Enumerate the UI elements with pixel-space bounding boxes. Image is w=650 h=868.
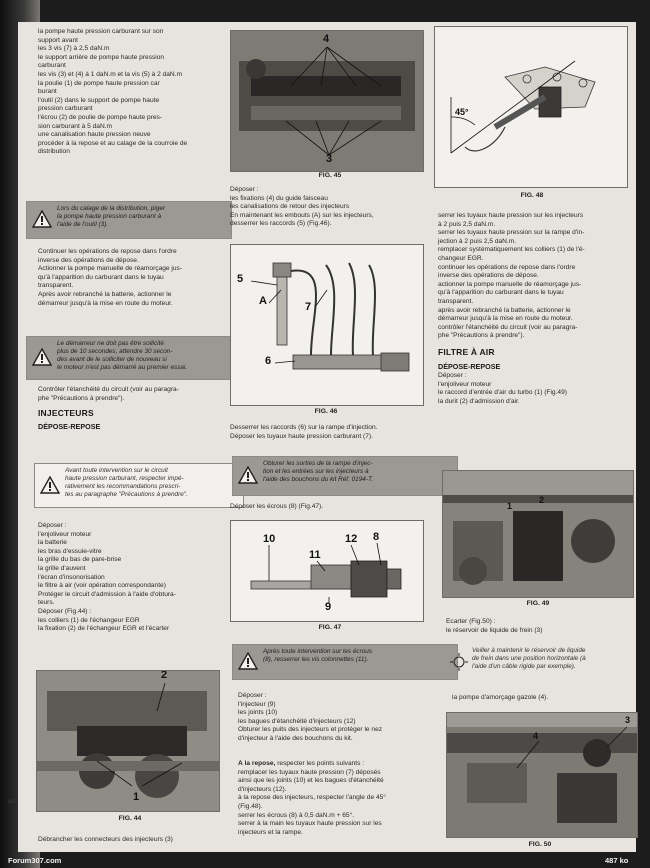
text-line: Écarter (Fig.50) :: [446, 618, 496, 625]
text-line: phe "Précautions à prendre").: [438, 332, 525, 340]
figure-44-caption: FIG. 44: [118, 815, 142, 822]
callout-2: 2: [539, 495, 545, 505]
warning-text: Veiller à maintenir le réservoir de liquide: [472, 647, 586, 654]
warning-text: l'aide d'un câble rigide par exemple).: [472, 663, 576, 670]
warning-icon: [238, 652, 258, 670]
text-line: jection à 2 puis 2,5 daN.m.: [438, 237, 517, 245]
subheading-depose-repose: DÉPOSE-REPOSE: [38, 422, 101, 432]
list-item: l'enjoliveur moteur: [38, 530, 92, 538]
text-line: En maintenant les embouts (A) sur les injecteurs,: [230, 211, 374, 219]
callout-11: 11: [309, 549, 321, 561]
figure-50-caption: FIG. 50: [528, 841, 552, 848]
text-line: changeur EGR.: [438, 254, 484, 262]
col1-depose-list: [38, 522, 218, 634]
callout-5: 5: [237, 273, 244, 285]
list-item: le raccord d'entrée d'air du turbo (1) (Fig.49): [438, 389, 567, 397]
warning-text: le moteur n'est pas démarré au premier essai.: [57, 364, 188, 371]
list-item: continuer les opérations de repose dans l'ordre: [438, 263, 576, 271]
list-item: les joints (10): [238, 709, 278, 717]
warning-text: (8), resserrer les vis colonnettes (11).: [263, 656, 369, 663]
col2-text-c: [230, 503, 430, 512]
list-item: (Fig.48).: [238, 802, 263, 810]
warning-box-reservoir: [446, 644, 650, 682]
text-line: l'écrou (2) de poulie de pompe haute pres-: [38, 113, 163, 121]
engine-photo-illustration: [447, 713, 637, 837]
col3-text-d: [452, 694, 632, 703]
text-line: Continuer les opérations de repose dans l'ordre: [38, 248, 177, 255]
callout-10: 10: [263, 533, 276, 545]
list-item: les canalisations de retour des injecteurs: [230, 203, 350, 211]
col2-text-b: [230, 424, 430, 441]
warning-text: Lors du calage de la distribution, piger: [57, 205, 165, 212]
list-item: après avoir rebranché la batterie, actionner le: [438, 306, 571, 314]
figure-49-caption: FIG. 49: [526, 600, 550, 607]
engine-photo-illustration: [231, 31, 423, 171]
warning-text: la pompe haute pression carburant à: [57, 213, 162, 220]
callout-1: 1: [507, 501, 513, 511]
engine-photo-illustration: [443, 471, 633, 597]
subheading-depose-repose: DÉPOSE-REPOSE: [438, 361, 501, 371]
warning-icon: [32, 210, 52, 228]
list-item: les bagues d'étanchéité d'injecteurs (12): [238, 717, 356, 725]
list-item: la durit (2) d'admission d'air.: [438, 397, 520, 405]
text-line: carburant: [38, 62, 66, 70]
warning-text: Obturer les sorties de la rampe d'injec-: [263, 460, 373, 467]
figure-45-photo: [230, 30, 424, 172]
text-line: sion carburant à 5 daN.m: [38, 122, 113, 130]
warning-icon: [40, 476, 60, 494]
text-line: support avant: [38, 36, 78, 44]
figure-46-drawing: [230, 244, 424, 406]
list-item: la batterie: [38, 539, 67, 547]
section-heading-filtre-a-air: FILTRE À AIR: [438, 346, 495, 357]
col3-text-c: [446, 618, 636, 635]
list-item: serrer les tuyaux haute pression sur la rampe d'in-: [438, 229, 585, 237]
callout-3: 3: [326, 153, 333, 165]
angle-label: 45°: [455, 107, 469, 117]
text-line: les vis (3) et (4) à 1 daN.m et la vis (5) à 2 daN.m: [38, 70, 183, 78]
list-item: les fixations (4) du guide faisceau: [230, 194, 328, 202]
file-size-label: 487 ko: [605, 856, 629, 865]
list-item: injecteurs et la rampe.: [238, 828, 303, 836]
text-line: démarreur jusqu'à la mise en route du moteur.: [38, 299, 173, 307]
warning-icon: [238, 466, 258, 484]
col3-text-a: [438, 212, 634, 406]
text-line: transparent.: [38, 282, 74, 290]
warning-text: Avant toute intervention sur le circuit: [65, 467, 168, 474]
warning-text: tes au paragraphe "Précautions à prendre".: [65, 491, 188, 498]
callout-4: 4: [533, 731, 539, 741]
text-line: Déposer (Fig.44) :: [38, 607, 92, 615]
text-line: Actionner la pompe manuelle de réamorçage jus-: [38, 265, 183, 273]
callout-A: A: [259, 295, 267, 307]
text-line: procéder à la repose et au calage de la courroie de: [38, 139, 188, 147]
caution-icon: [449, 653, 469, 671]
list-item: remplacer les tuyaux haute pression (7) déposés: [238, 768, 381, 776]
text-line: Déposer :: [238, 692, 267, 699]
warning-icon: [32, 348, 52, 366]
list-item: le filtre à air (voir opération correspondante): [38, 582, 166, 590]
col1-top-text: [38, 28, 218, 157]
list-item: à la repose des injecteurs, respecter l'angle de 45°: [238, 794, 386, 802]
list-item: l'injecteur (9): [238, 700, 276, 708]
list-item: actionner la pompe manuelle de réamorçage jus-: [438, 280, 582, 288]
warning-text: l'aide des bouchons du kit Réf. 0194-T.: [263, 476, 374, 483]
section-heading-injecteurs: INJECTEURS: [38, 408, 94, 419]
text-line: Contrôler l'étanchéité du circuit (voir au paragra-: [38, 386, 179, 393]
figure-44-photo: [36, 670, 220, 812]
warning-text: Le démarreur ne doit pas être sollicité: [57, 340, 164, 347]
list-item: la grille du bas de pare-brise: [38, 556, 122, 564]
text-line: phe "Précautions à prendre").: [38, 394, 125, 402]
text-line: Desserrer les raccords (6) sur la rampe d'injection.: [230, 424, 378, 431]
margin-note: un: [8, 799, 15, 805]
warning-text: rativement les recommandations prescri-: [65, 483, 181, 490]
col1-mid-text: [38, 248, 218, 308]
list-item: ainsi que les joints (10) et les bagues d'étanchéité: [238, 777, 384, 785]
callout-8: 8: [373, 531, 380, 543]
warning-box-haute-pression: [34, 463, 244, 508]
figure-47-caption: FIG. 47: [318, 624, 342, 631]
text-line: Déposer :: [230, 186, 259, 193]
col1-check-text: [38, 386, 218, 432]
list-item: remplacer systématiquement les colliers (1) de l'é-: [438, 246, 585, 254]
text-line: la pompe d'amorçage gazole (4).: [452, 694, 549, 701]
warning-text: de frein dans une position horizontale (à: [472, 655, 586, 662]
warning-text: Après toute intervention sur les écrous: [263, 648, 373, 655]
text-line: inverse des opérations de dépose.: [38, 256, 139, 264]
text-line: Débrancher les connecteurs des injecteurs (3): [38, 836, 173, 843]
warning-text: plus de 10 secondes, attendre 30 secon-: [57, 348, 173, 355]
callout-12: 12: [345, 533, 358, 545]
text-line: teurs.: [38, 599, 55, 607]
text-line: la poulie (1) de pompe haute pression car: [38, 79, 160, 87]
text-line: pression carburant: [38, 105, 93, 113]
list-item: l'enjoliveur moteur: [438, 380, 492, 388]
repose-label: À la repose,: [238, 760, 276, 767]
warning-text: l'aide de l'outil (3).: [57, 221, 109, 228]
list-item: serrer les écrous (8) à 0,5 daN.m + 65°.: [238, 811, 355, 819]
text-line: distribution: [38, 148, 70, 156]
column-1: [38, 28, 218, 157]
text-line: burant: [38, 88, 57, 96]
text-line: inverse des opérations de dépose.: [438, 272, 539, 280]
text-line: le support arrière de pompe haute pression: [38, 53, 165, 61]
list-item: les bras d'essuie-vitre: [38, 547, 102, 555]
text-line: une canalisation haute pression neuve: [38, 131, 151, 139]
text-line: l'outil (2) dans le support de pompe haute: [38, 96, 160, 104]
callout-6: 6: [265, 355, 272, 367]
callout-1: 1: [133, 791, 140, 803]
text-line: Déposer :: [38, 522, 67, 529]
list-item: le réservoir de liquide de frein (3): [446, 626, 543, 634]
warning-box-ecrous: [232, 644, 458, 680]
text-line: les 3 vis (7) à 2,5 daN.m: [38, 45, 110, 53]
figure-50-photo: [446, 712, 638, 838]
figure-46-caption: FIG. 46: [314, 408, 338, 415]
figure-48-drawing: [434, 26, 628, 188]
watermark-site: Forum307.com: [8, 856, 62, 865]
warning-box-calage: [26, 201, 232, 239]
text-line: Obturer les puits des injecteurs et protéger le nez: [238, 726, 383, 734]
text-line: desserrer les raccords (5) (Fig.46).: [230, 220, 332, 228]
text-line: [238, 760, 432, 769]
figure-49-photo: [442, 470, 634, 598]
text-line: qu'à l'apparition du carburant dans le tuyau: [38, 273, 164, 281]
repose-text: respecter les points suivants :: [275, 760, 365, 767]
warning-box-obturer: [232, 456, 458, 496]
list-item: serrer à la main les tuyaux haute pression sur les: [238, 820, 382, 828]
callout-9: 9: [325, 601, 332, 613]
col2-text-e: [238, 760, 432, 837]
figure-45-caption: FIG. 45: [318, 172, 342, 179]
list-item: l'écran d'insonorisation: [38, 573, 105, 581]
list-item: la fixation (2) de l'échangeur EGR et l'écarter: [38, 625, 170, 633]
text-line: Déposer les tuyaux haute pression carburant (7).: [230, 432, 373, 440]
figure-48-caption: FIG. 48: [520, 192, 544, 199]
text-line: la pompe haute pression carburant sur son: [38, 28, 164, 35]
list-item: la grille d'auvent: [38, 564, 86, 572]
list-item: serrer les tuyaux haute pression sur les injecteurs: [438, 212, 584, 219]
callout-7: 7: [305, 301, 312, 313]
col1-bottom-text: [38, 836, 228, 845]
col2-text-a: [230, 186, 430, 229]
text-line: Après avoir rebranché la batterie, actionner le: [38, 290, 172, 298]
text-line: transparent.: [438, 297, 474, 305]
col2-text-d: [238, 692, 432, 744]
text-line: Protéger le circuit d'admission à l'aide d'obtura-: [38, 590, 176, 598]
text-line: d'injecteur à l'aide des bouchons du kit.: [238, 734, 353, 742]
warning-text: haute pression carburant, respecter impé-: [65, 475, 184, 482]
text-line: à 2 puis 2,5 daN.m.: [438, 220, 496, 228]
engine-photo-illustration: [37, 671, 219, 811]
list-item: d'injecteurs (12).: [238, 785, 287, 793]
figure-47-drawing: [230, 520, 424, 622]
text-line: Déposer les écrous (8) (Fig.47).: [230, 503, 324, 510]
text-line: qu'à l'apparition du carburant dans le tuyau: [438, 289, 564, 297]
warning-box-demarreur: [26, 336, 244, 380]
text-line: démarreur jusqu'à la mise en route du moteur.: [438, 315, 573, 323]
list-item: contrôler l'étanchéité du circuit (voir au paragra-: [438, 323, 578, 331]
warning-text: des avant de le solliciter de nouveau si: [57, 356, 167, 363]
injector-rail-drawing: [231, 245, 423, 405]
text-line: Déposer :: [438, 371, 467, 379]
callout-2: 2: [161, 670, 168, 681]
callout-4: 4: [323, 33, 330, 45]
warning-text: tion et les entrées sur les injecteurs à: [263, 468, 369, 475]
callout-3: 3: [625, 715, 631, 725]
list-item: les colliers (1) de l'échangeur EGR: [38, 616, 140, 624]
